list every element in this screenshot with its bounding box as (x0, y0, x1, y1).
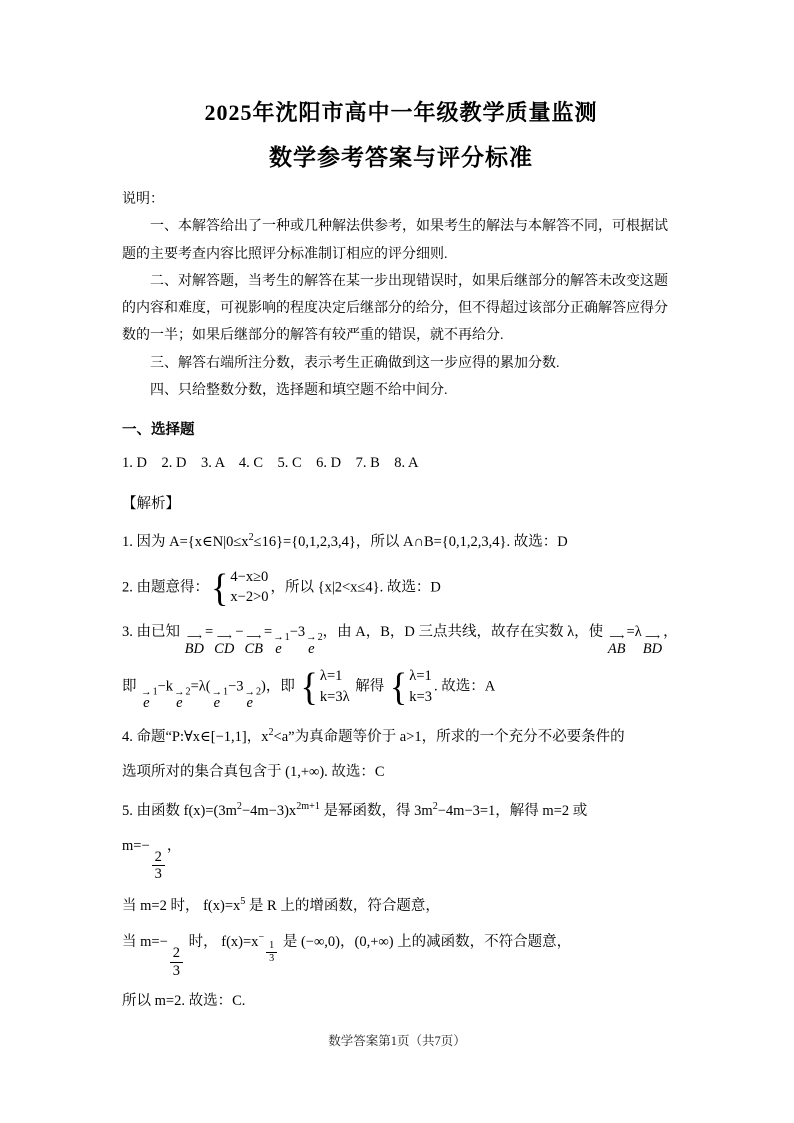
doc-title: 2025年沈阳市高中一年级教学质量监测 (204, 100, 598, 125)
solution-line: 选项所对的集合真包含于 (1,+∞). 故选：C (122, 764, 385, 781)
solution-line: 5. 由函数 $f(x)=(3m^2-4m-3)x^{2m+1}$ 是幂函数，得 $3m^2-4m-3=1$，解得 m=2 或 (122, 800, 588, 819)
note-item: 三、解答右端所注分数，表示考生正确做到这一步应得的累加分数. (150, 355, 560, 371)
solution-line: m=− $\frac{2}{3}$ ， (122, 837, 182, 883)
solution-4 (122, 724, 680, 786)
solution-line: 1. 因为 $A=\{x\in N|0\le x^2\le 16\}=\{0,1,2,3,4\}$，所以 A∩B={0,1,2,3,4}. 故选：D (122, 532, 568, 551)
solution-line: 4. 命题“P:∀x∈[−1,1]，$x^2<a$”为真命题等价于 a>1，所求的一个充分不必要条件的 (122, 727, 625, 745)
note-item: 二、对解答题，当考生的解答在某一步出现错误时，如果后继部分的解答未改变这题的内容和难度，可视影响的程度决定后继部分的给分，但不得超过该部分正确解答应得分数的一半；如果后继部分的解答有较严重的错误，就不再给分. (122, 273, 668, 344)
solution-2 (122, 565, 680, 610)
solution-5 (122, 798, 680, 1015)
solution-line: 3. 由已知 ⟶ BD = ⟶ CD − ⟶ CB = → e $_1$−3 → e $_2$，由 A，B，D 三点共线，故存在实数 λ，使 ⟶ AB =λ ⟶ BD ， (122, 623, 678, 657)
notes-section (122, 186, 680, 404)
solution-1 (122, 529, 680, 555)
doc-subtitle: 数学参考答案与评分标准 (269, 145, 533, 170)
solution-line: 即 → e $_1$−k → e $_2$=λ( → e $_1$−3 → e $_2$)，即 { λ=1 k=3λ 解得 { λ=1 k=3 . 故选：A (122, 665, 496, 712)
solution-3 (122, 620, 680, 712)
solution-line: 当 m=2 时， $f(x)=x^5$ 是 R 上的增函数，符合题意， (122, 896, 440, 914)
analysis-header: 【解析】 (122, 496, 180, 513)
notes-header: 说明： (122, 192, 164, 207)
note-item: 一、本解答给出了一种或几种解法供参考，如果考生的解法与本解答不同，可根据试题的主要考查内容比照评分标准制订相应的评分细则. (122, 219, 668, 262)
solution-line: 2. 由题意得： { 4−x≥0 x−2>0 ，所以 {x|2<x≤4}. 故选：D (122, 565, 441, 610)
section-header-choice: 一、选择题 (122, 422, 195, 439)
solution-line: 所以 m=2. 故选：C. (122, 993, 246, 1010)
note-item: 四、只给整数分数，选择题和填空题不给中间分. (150, 383, 448, 399)
answers-line: 1. D 2. D 3. A 4. C 5. C 6. D 7. B 8. A (122, 455, 419, 472)
page-footer: 数学答案第1页（共7页） (328, 1034, 466, 1048)
solution-line: 当 m=− $\frac{2}{3}$ 时， $f(x)=x^{- \frac{1}{3}}$ 是 (−∞,0)，(0,+∞) 上的减函数，不符合题意， (122, 932, 572, 979)
